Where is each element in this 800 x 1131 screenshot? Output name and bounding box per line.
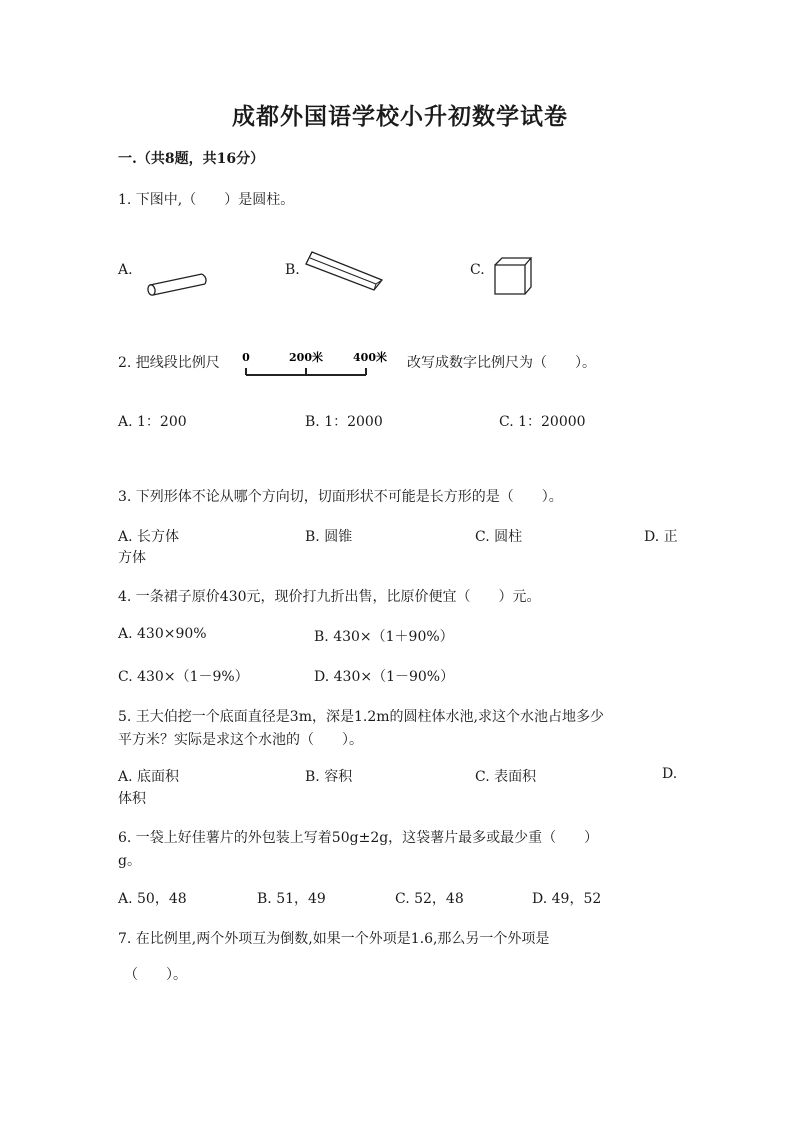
- question-3-option-d-wrap: 方体: [118, 550, 146, 566]
- question-4-option-c: C. 430×（1－9%）: [118, 669, 249, 685]
- question-5-option-b: B. 容积: [305, 769, 353, 785]
- question-5-option-c: C. 表面积: [475, 769, 537, 785]
- question-7-stem-line1: 7. 在比例里,两个外项互为倒数,如果一个外项是1.6,那么另一个外项是: [118, 931, 550, 947]
- question-2-option-a: A. 1：200: [118, 414, 187, 430]
- question-1-option-a: A.: [118, 262, 133, 278]
- question-6-stem-line2: g。: [118, 853, 141, 869]
- page-title: 成都外国语学校小升初数学试卷: [232, 103, 568, 130]
- scale-label-200: 200米: [289, 351, 323, 364]
- question-4-option-d: D. 430×（1－90%）: [314, 669, 455, 685]
- question-4-stem: 4. 一条裙子原价430元，现价打九折出售，比原价便宜（ ）元。: [118, 589, 541, 605]
- question-6-option-a: A. 50，48: [118, 891, 187, 907]
- question-4-option-b: B. 430×（1＋90%）: [314, 629, 454, 645]
- question-2-option-c: C. 1：20000: [499, 414, 586, 430]
- question-6-stem-line1: 6. 一袋上好佳薯片的外包装上写着50g±2g，这袋薯片最多或最少重（ ）: [118, 830, 599, 846]
- cylinder-figure: [142, 270, 212, 300]
- scale-label-0: 0: [242, 351, 250, 364]
- question-5-option-d-wrap: 体积: [118, 791, 146, 807]
- question-5-option-d: D.: [662, 766, 678, 782]
- section-heading: 一.（共8题，共16分）: [118, 151, 265, 167]
- question-3-option-a: A. 长方体: [118, 529, 180, 545]
- question-4-option-a: A. 430×90%: [118, 626, 207, 642]
- line-scale-figure: [236, 348, 396, 382]
- question-5-stem-line2: 平方米？实际是求这个水池的（ ）。: [118, 732, 363, 748]
- question-3-option-d: D. 正: [644, 529, 678, 545]
- question-5-stem-line1: 5. 王大伯挖一个底面直径是3m，深是1.2m的圆柱体水池,求这个水池占地多少: [118, 709, 604, 725]
- question-1-option-c: C.: [470, 262, 485, 278]
- question-7-stem-line2: （ ）。: [124, 967, 187, 983]
- question-3-option-b: B. 圆锥: [305, 529, 353, 545]
- question-2-stem-after: 改写成数字比例尺为（ ）。: [407, 355, 596, 371]
- prism-figure: [302, 248, 387, 296]
- scale-label-400: 400米: [353, 351, 387, 364]
- question-3-option-c: C. 圆柱: [475, 529, 523, 545]
- question-5-option-a: A. 底面积: [118, 769, 180, 785]
- question-6-option-c: C. 52，48: [395, 891, 464, 907]
- question-2-option-b: B. 1：2000: [305, 414, 383, 430]
- question-6-option-d: D. 49，52: [532, 891, 602, 907]
- question-3-stem: 3. 下列形体不论从哪个方向切，切面形状不可能是长方形的是（ ）。: [118, 489, 563, 505]
- cube-figure: [492, 255, 534, 297]
- question-2-stem-before: 2. 把线段比例尺: [118, 355, 220, 371]
- question-6-option-b: B. 51，49: [257, 891, 326, 907]
- question-1-option-b: B.: [285, 262, 300, 278]
- question-1-stem: 1. 下图中,（ ）是圆柱。: [118, 192, 295, 208]
